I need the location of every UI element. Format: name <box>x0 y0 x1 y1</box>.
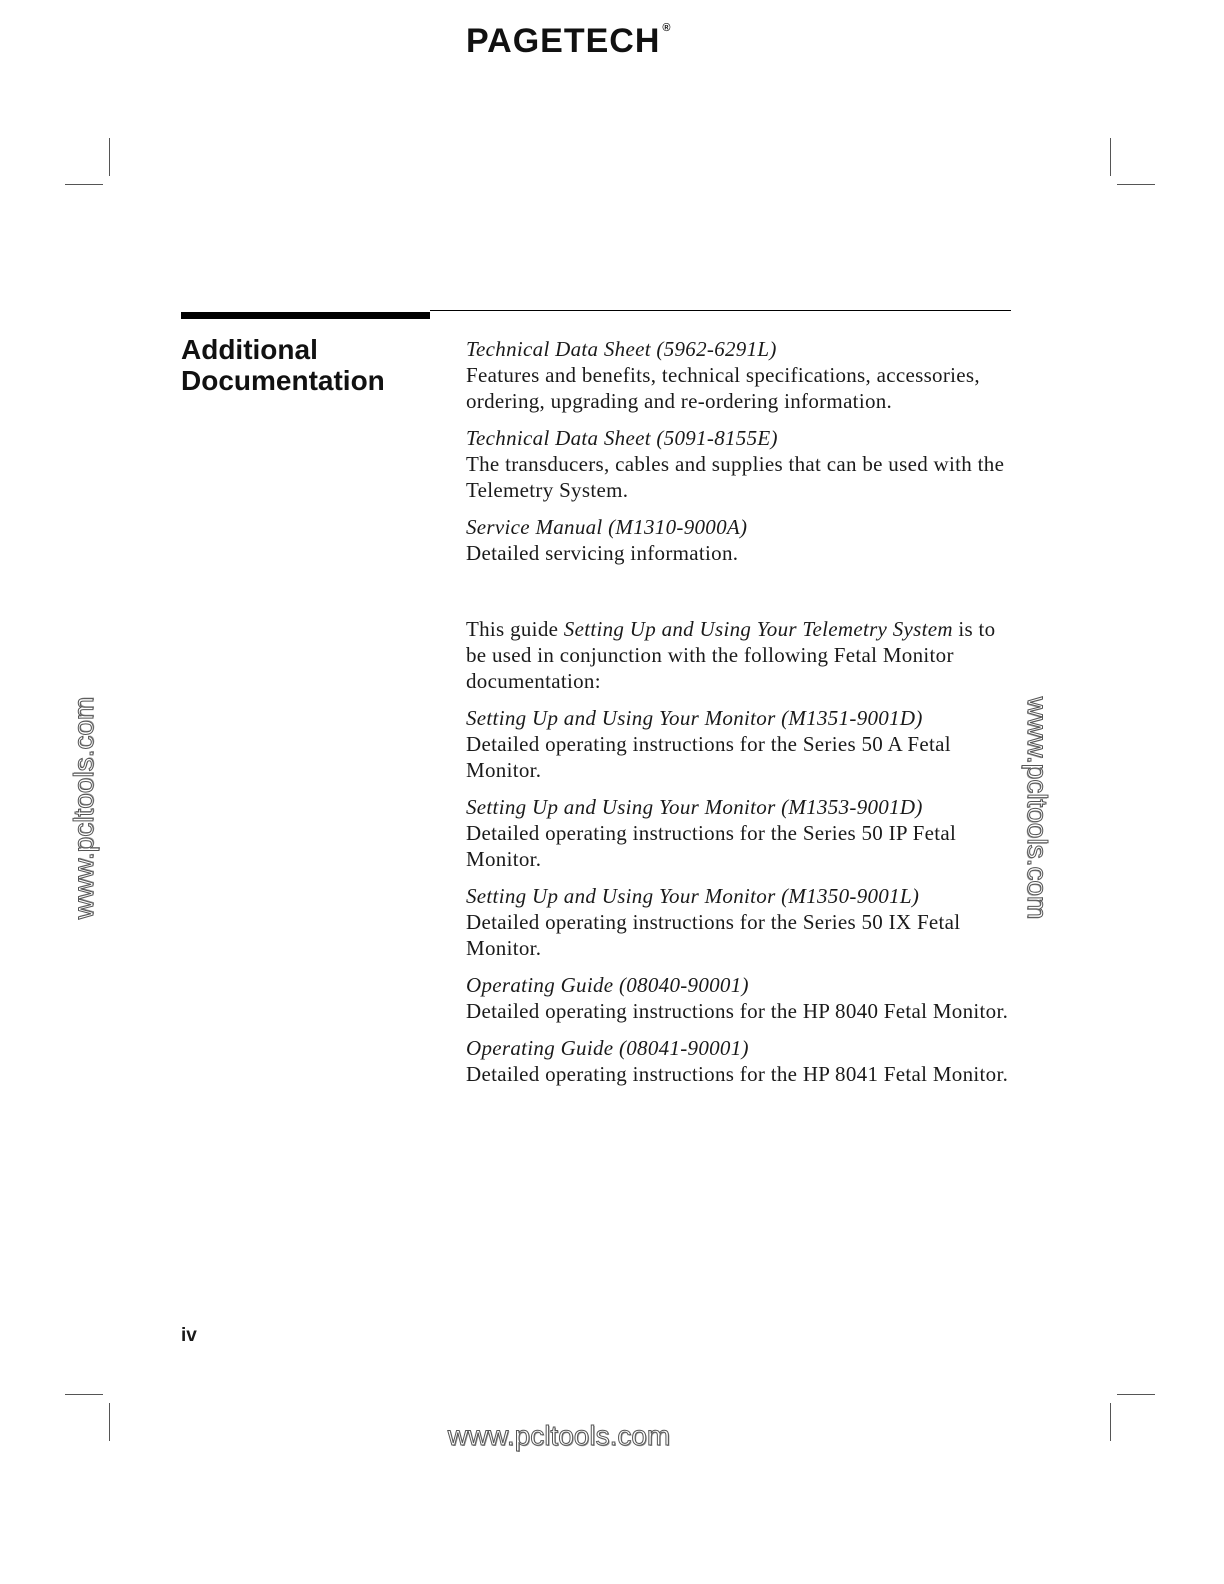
section-rule-thick <box>181 312 430 319</box>
crop-mark-top-left-vertical <box>109 138 110 176</box>
heading-line-2: Documentation <box>181 365 385 396</box>
pagetech-logo <box>466 22 672 61</box>
logo-text: PAGETECH <box>466 22 661 60</box>
heading-line-1: Additional <box>181 334 318 365</box>
crop-mark-top-right-vertical <box>1110 138 1111 176</box>
doc-title: Technical Data Sheet (5962-6291L) <box>466 337 777 361</box>
page-number: iv <box>181 1325 197 1346</box>
doc-title: Operating Guide (08040-90001) <box>466 973 749 997</box>
doc-title: Technical Data Sheet (5091-8155E) <box>466 426 778 450</box>
doc-entry-m1351 <box>466 705 1016 783</box>
doc-title: Setting Up and Using Your Monitor (M1351-9001D) <box>466 706 923 730</box>
doc-description: Detailed operating instructions for the Series 50 IP Fetal Monitor. <box>466 821 957 871</box>
crop-mark-bottom-left-horizontal <box>65 1394 103 1395</box>
documentation-list <box>466 336 1016 1098</box>
doc-title: Service Manual (M1310-9000A) <box>466 515 748 539</box>
registered-mark: ® <box>662 22 672 34</box>
intro-guide-title: Setting Up and Using Your Telemetry System <box>563 617 953 641</box>
intro-after: is to be used in conjunction with the following Fetal Monitor documentation: <box>466 617 996 693</box>
doc-description: Detailed operating instructions for the HP 8041 Fetal Monitor. <box>466 1062 1009 1086</box>
section-rule-thin <box>430 310 1011 311</box>
doc-title: Operating Guide (08041-90001) <box>466 1036 749 1060</box>
doc-description: Detailed operating instructions for the Series 50 A Fetal Monitor. <box>466 732 951 782</box>
doc-title: Setting Up and Using Your Monitor (M1350-9001L) <box>466 884 920 908</box>
intro-before: This guide <box>466 617 564 641</box>
intro-paragraph <box>466 616 1016 694</box>
doc-entry-m1350 <box>466 883 1016 961</box>
doc-entry-m1353 <box>466 794 1016 872</box>
doc-description: Features and benefits, technical specifications, accessories, ordering, upgrading and re-ordering information. <box>466 363 980 413</box>
section-heading <box>181 334 385 396</box>
crop-mark-top-right-horizontal <box>1117 184 1155 185</box>
doc-entry-08041 <box>466 1035 1016 1087</box>
watermark-right-text: www.pcltools.com <box>1022 696 1053 920</box>
watermark-bottom: www.pcltools.com <box>447 1420 671 1451</box>
doc-entry-08040 <box>466 972 1016 1024</box>
doc-title: Setting Up and Using Your Monitor (M1353-9001D) <box>466 795 923 819</box>
watermark-left-text: www.pcltools.com <box>68 696 99 920</box>
crop-mark-top-left-horizontal <box>65 184 103 185</box>
doc-description: Detailed operating instructions for the Series 50 IX Fetal Monitor. <box>466 910 961 960</box>
doc-entry-tech-sheet-2 <box>466 425 1016 503</box>
doc-description: Detailed servicing information. <box>466 541 739 565</box>
doc-description: Detailed operating instructions for the HP 8040 Fetal Monitor. <box>466 999 1009 1023</box>
doc-entry-tech-sheet-1 <box>466 336 1016 414</box>
doc-description: The transducers, cables and supplies that can be used with the Telemetry System. <box>466 452 1005 502</box>
doc-entry-service-manual <box>466 514 1016 566</box>
crop-mark-bottom-right-horizontal <box>1117 1394 1155 1395</box>
